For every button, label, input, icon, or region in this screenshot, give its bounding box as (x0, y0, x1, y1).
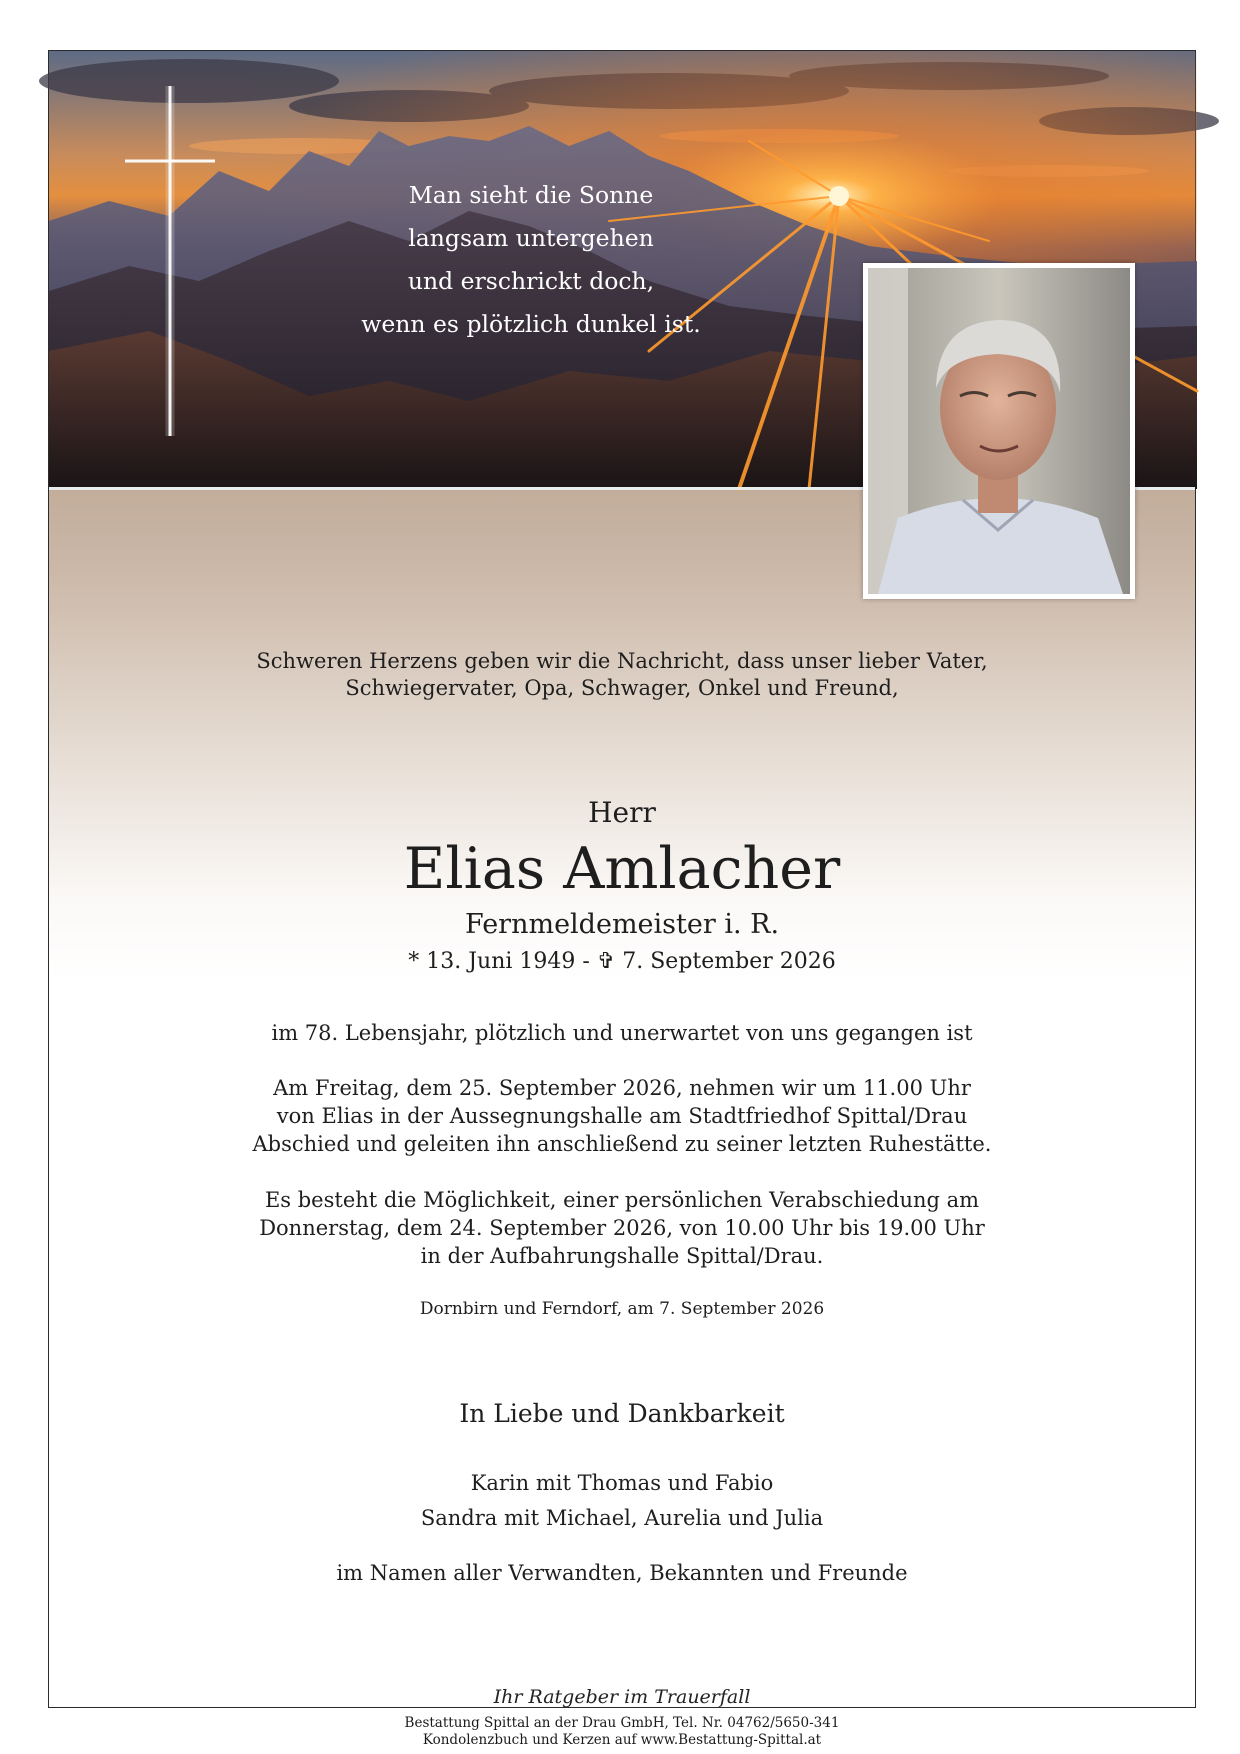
intro-text (49, 648, 1195, 702)
portrait-photo (863, 263, 1135, 599)
life-dates: * 13. Juni 1949 - ✞ 7. September 2026 (408, 949, 836, 974)
closing-line: In Liebe und Dankbarkeit (459, 1399, 785, 1428)
relatives-line: im Namen aller Verwandten, Bekannten und Freunde (336, 1561, 908, 1585)
family-member-line: Sandra mit Michael, Aurelia und Julia (420, 1506, 824, 1530)
footer-website[interactable]: Kondolenzbuch und Kerzen auf www.Bestattung-Spittal.at (422, 1732, 822, 1748)
funeral-line: von Elias in der Aussegnungshalle am Stadtfriedhof Spittal/Drau (276, 1104, 968, 1128)
footer-company: Bestattung Spittal an der Drau GmbH, Tel. Nr. 04762/5650-341 (404, 1715, 840, 1731)
poem-line: langsam untergehen (408, 224, 654, 252)
viewing-line: Donnerstag, dem 24. September 2026, von 10.00 Uhr bis 19.00 Uhr (259, 1216, 985, 1240)
footer-slogan: Ihr Ratgeber im Trauerfall (493, 1686, 751, 1708)
intro-line: Schwiegervater, Opa, Schwager, Onkel und Freund, (345, 676, 899, 700)
family-list (49, 1466, 1195, 1536)
sun (829, 186, 849, 206)
salutation: Herr (588, 796, 656, 829)
deceased-title: Fernmeldemeister i. R. (464, 909, 780, 940)
funeral-line: Abschied und geleiten ihn anschließend zu seiner letzten Ruhestätte. (252, 1132, 992, 1156)
viewing-line: Es besteht die Möglichkeit, einer persönlichen Verabschiedung am (264, 1188, 980, 1212)
poem-line: wenn es plötzlich dunkel ist. (361, 310, 701, 338)
funeral-info (49, 1074, 1195, 1158)
deceased-name: Elias Amlacher (403, 836, 841, 902)
poem-line: Man sieht die Sonne (408, 181, 654, 209)
funeral-line: Am Freitag, dem 25. September 2026, nehmen wir um 11.00 Uhr (273, 1076, 971, 1100)
obituary-frame (48, 50, 1196, 1748)
viewing-line: in der Aufbahrungshalle Spittal/Drau. (420, 1244, 824, 1268)
poem-line: und erschrickt doch, (407, 267, 655, 295)
place-date: Dornbirn und Ferndorf, am 7. September 2026 (419, 1299, 825, 1319)
family-member-line: Karin mit Thomas und Fabio (470, 1471, 774, 1495)
viewing-info (49, 1186, 1195, 1270)
age-line: im 78. Lebensjahr, plötzlich und unerwartet von uns gegangen ist (271, 1021, 973, 1045)
intro-line: Schweren Herzens geben wir die Nachricht, dass unser lieber Vater, (256, 649, 988, 673)
poem (311, 174, 751, 346)
